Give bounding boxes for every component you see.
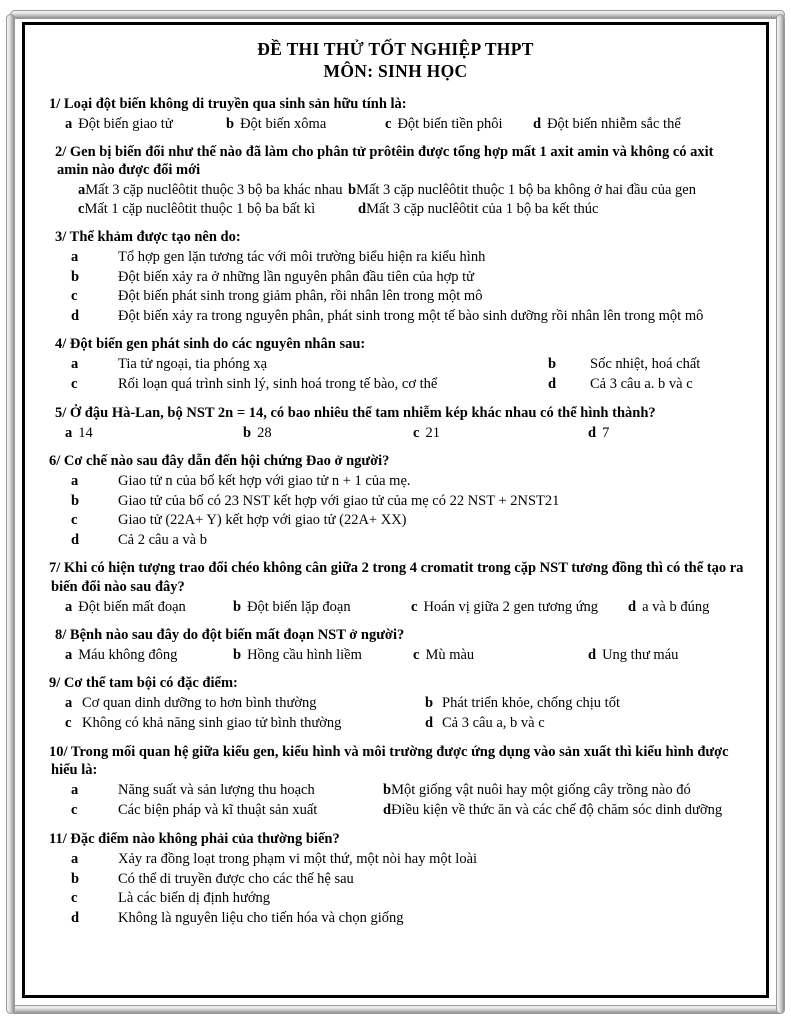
page-subtitle: MÔN: SINH HỌC (323, 61, 468, 82)
decorative-frame-bottom (10, 1005, 785, 1014)
question-1-option-a[interactable]: a Đột biến giao tử (65, 115, 173, 132)
question-5-stem (43, 404, 748, 423)
question-3 (43, 228, 748, 326)
decorative-frame-right (776, 14, 785, 1014)
document-sheet (22, 22, 769, 998)
question-11 (43, 830, 748, 928)
question-10 (43, 743, 748, 822)
question-7-option-a[interactable]: a Đột biến mất đoạn (65, 598, 186, 615)
page-title: ĐỀ THI THỬ TỐT NGHIỆP THPT (257, 39, 534, 59)
decorative-frame-left (6, 14, 15, 1014)
question-3-option-c[interactable]: c Đột biến phát sinh trong giảm phân, rồi nhân lên trong một mô (71, 288, 483, 305)
question-2-number: 2/ (55, 143, 67, 160)
question-5-text: Ở đậu Hà-Lan, bộ NST 2n = 14, có bao nhiêu thể tam nhiễm kép khác nhau có thể hình thành? (69, 405, 656, 422)
question-9-options (43, 694, 748, 734)
question-8-option-a[interactable]: a Máu không đông (65, 646, 178, 663)
question-1-options (43, 115, 748, 134)
question-6-option-c[interactable]: c Giao tử (22A+ Y) kết hợp với giao tử (22A+ XX) (71, 512, 407, 529)
question-8-text: Bệnh nào sau đây do đột biến mất đoạn NST ở người? (69, 626, 405, 643)
decorative-frame-top (10, 10, 785, 19)
question-1-stem (43, 95, 748, 114)
question-2 (43, 143, 748, 220)
question-6-stem (43, 452, 748, 471)
question-7-options (43, 598, 748, 617)
question-4-text: Đột biến gen phát sinh do các nguyên nhân sau: (69, 336, 366, 353)
question-2-option-c[interactable]: cMất 1 cặp nuclêôtit thuộc 1 bộ ba bất kì (78, 201, 316, 218)
question-3-text: Thể khảm được tạo nên do: (69, 229, 241, 246)
question-8-option-c[interactable]: c Mù màu (413, 646, 475, 663)
question-2-text: Gen bị biến đổi như thế nào đã làm cho phân tử prôtêin được tổng hợp mất 1 axit amin và không có axit amin nào được đổi mới (57, 143, 714, 179)
question-4-option-a[interactable]: a Tia tử ngoại, tia phóng xạ (71, 356, 268, 373)
question-1-option-b[interactable]: b Đột biến xôma (226, 115, 327, 132)
question-6-option-b[interactable]: b Giao tử của bố có 23 NST kết hợp với giao tử của mẹ có 22 NST + 2NST21 (71, 492, 560, 509)
question-6 (43, 452, 748, 550)
question-3-option-b[interactable]: b Đột biến xảy ra ở những lần nguyên phân đầu tiên của hợp tử (71, 268, 475, 285)
question-3-option-a[interactable]: a Tổ hợp gen lặn tương tác với môi trường biểu hiện ra kiểu hình (71, 249, 486, 266)
question-2-option-d[interactable]: dMất 3 cặp nuclêôtit của 1 bộ ba kết thúc (358, 201, 599, 218)
question-11-option-d[interactable]: d Không là nguyên liệu cho tiến hóa và chọn giống (71, 909, 404, 926)
question-1-text: Loại đột biến không di truyền qua sinh sản hữu tính là: (63, 95, 407, 112)
question-10-text: Trong mối quan hệ giữa kiểu gen, kiểu hình và môi trường được ứng dụng vào sản xuất thì kiểu hình được hiểu là: (51, 743, 729, 779)
question-8-options (43, 646, 748, 665)
question-5-option-a[interactable]: a 14 (65, 425, 93, 442)
question-6-number: 6/ (49, 453, 61, 470)
question-9-number: 9/ (49, 674, 61, 691)
question-5-number: 5/ (55, 405, 67, 422)
question-3-number: 3/ (55, 229, 67, 246)
question-8-stem (43, 626, 748, 645)
question-2-option-b[interactable]: bMất 3 cặp nuclêôtit thuộc 1 bộ ba không ở hai đầu của gen (348, 182, 696, 199)
question-10-option-b[interactable]: bMột giống vật nuôi hay một giống cây trồng nào đó (383, 782, 691, 799)
question-8-number: 8/ (55, 626, 67, 643)
question-4 (43, 335, 748, 395)
question-6-text: Cơ chế nào sau đây dẫn đến hội chứng Đao ở người? (63, 453, 390, 470)
question-10-option-a[interactable]: a Năng suất và sản lượng thu hoạch (71, 782, 315, 799)
question-11-stem (43, 830, 748, 849)
question-11-option-b[interactable]: b Có thể di truyền được cho các thế hệ sau (71, 870, 354, 887)
question-4-stem (43, 335, 748, 354)
question-10-stem (43, 743, 748, 781)
question-1-number: 1/ (49, 95, 61, 112)
question-4-option-b[interactable]: b Sốc nhiệt, hoá chất (548, 356, 701, 373)
question-2-stem (43, 143, 748, 181)
question-1-option-d[interactable]: d Đột biến nhiễm sắc thể (533, 115, 681, 132)
question-9-option-a[interactable]: a Cơ quan dinh dưỡng to hơn bình thường (65, 694, 317, 711)
question-9 (43, 674, 748, 734)
question-4-option-c[interactable]: c Rối loạn quá trình sinh lý, sinh hoá trong tế bào, cơ thể (71, 376, 438, 393)
question-6-option-a[interactable]: a Giao tử n của bố kết hợp với giao tử n + 1 của mẹ. (71, 472, 411, 489)
question-11-option-c[interactable]: c Là các biến dị định hướng (71, 890, 271, 907)
question-7-number: 7/ (49, 560, 61, 577)
question-5-options (43, 424, 748, 443)
question-5-option-b[interactable]: b 28 (243, 425, 272, 442)
question-7-stem (43, 559, 748, 597)
question-9-text: Cơ thể tam bội có đặc điểm: (63, 674, 238, 691)
question-7-text: Khi có hiện tượng trao đổi chéo không cân giữa 2 trong 4 cromatit trong cặp NST tương đồng thì có thể tạo ra biến đổi nào sau đây? (51, 560, 744, 596)
question-1-option-c[interactable]: c Đột biến tiền phôi (385, 115, 503, 132)
question-2-options (43, 181, 748, 219)
question-4-options (43, 355, 748, 395)
question-9-option-d[interactable]: d Cả 3 câu a, b và c (425, 714, 545, 731)
question-11-options (43, 850, 748, 928)
question-6-option-d[interactable]: d Cả 2 câu a và b (71, 531, 207, 548)
question-9-option-c[interactable]: c Không có khả năng sinh giao tử bình thường (65, 714, 342, 731)
question-7 (43, 559, 748, 617)
question-1 (43, 95, 748, 134)
question-10-option-d[interactable]: dĐiều kiện về thức ăn và các chế độ chăm sóc dinh dưỡng (383, 802, 723, 819)
question-5-option-d[interactable]: d 7 (588, 425, 610, 442)
question-11-number: 11/ (49, 831, 67, 848)
question-10-options (43, 781, 748, 821)
question-6-options (43, 472, 748, 550)
question-10-number: 10/ (49, 743, 68, 760)
question-11-option-a[interactable]: a Xảy ra đồng loạt trong phạm vi một thứ, một nòi hay một loài (71, 851, 478, 868)
question-5 (43, 404, 748, 443)
question-2-option-a[interactable]: aMất 3 cặp nuclêôtit thuộc 3 bộ ba khác nhau (78, 182, 343, 199)
question-3-options (43, 248, 748, 326)
question-8-option-d[interactable]: d Ung thư máu (588, 646, 679, 663)
question-9-option-b[interactable]: b Phát triển khỏe, chống chịu tốt (425, 694, 620, 711)
question-5-option-c[interactable]: c 21 (413, 425, 440, 442)
question-4-number: 4/ (55, 336, 67, 353)
question-8-option-b[interactable]: b Hồng cầu hình liềm (233, 646, 362, 663)
question-9-stem (43, 674, 748, 693)
question-7-option-d[interactable]: d a và b đúng (628, 598, 710, 615)
question-11-text: Đặc điểm nào không phải của thường biến? (70, 831, 340, 848)
question-10-option-c[interactable]: c Các biện pháp và kĩ thuật sản xuất (71, 802, 318, 819)
question-3-stem (43, 228, 748, 247)
question-8 (43, 626, 748, 665)
question-7-option-b[interactable]: b Đột biến lặp đoạn (233, 598, 351, 615)
question-4-option-d[interactable]: d Cả 3 câu a. b và c (548, 376, 693, 393)
question-7-option-c[interactable]: c Hoán vị giữa 2 gen tương ứng (411, 598, 599, 615)
question-3-option-d[interactable]: d Đột biến xảy ra trong nguyên phân, phát sinh trong một tế bào sinh dưỡng rồi nhân lên trong một mô (71, 307, 704, 324)
